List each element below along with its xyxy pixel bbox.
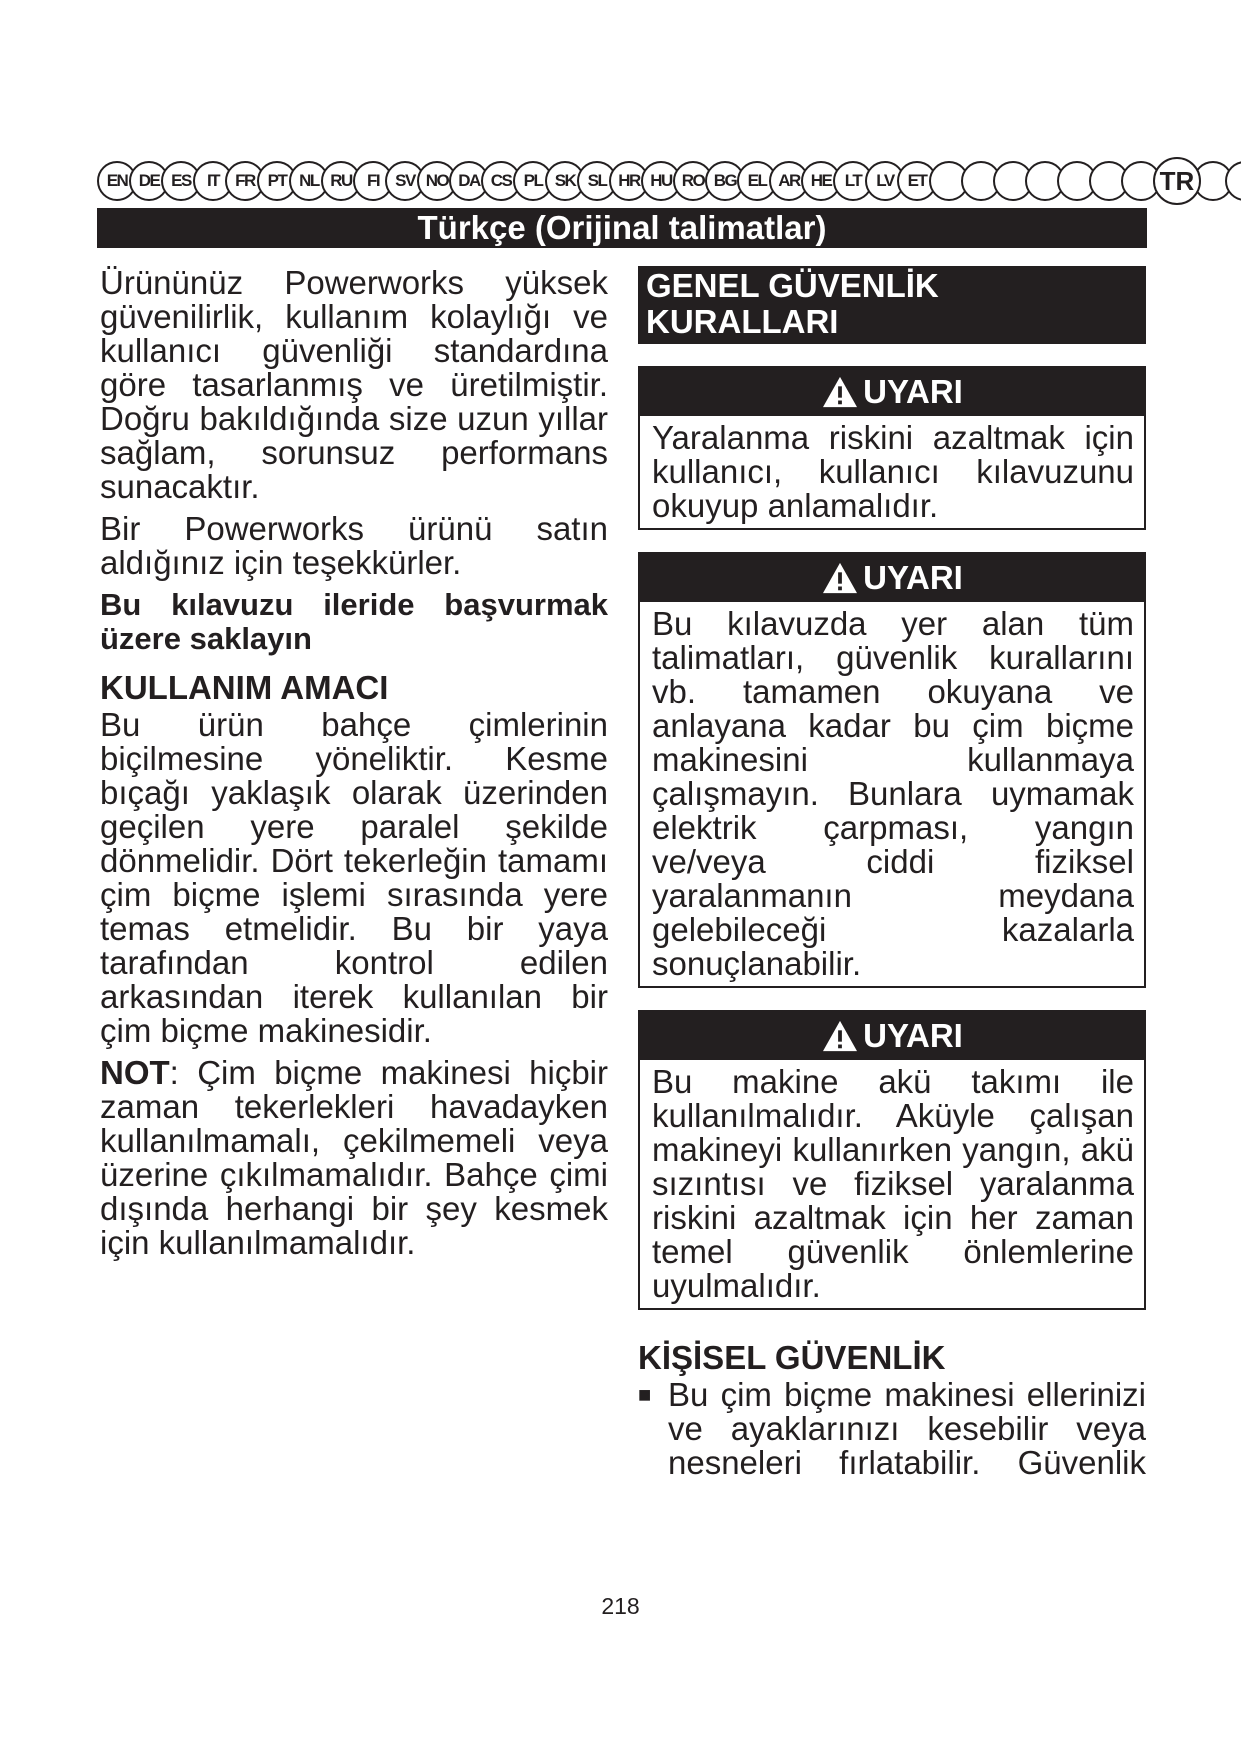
warning-triangle-icon xyxy=(821,561,859,595)
language-circle-ru: RU xyxy=(321,161,361,201)
note-label: NOT xyxy=(100,1054,170,1091)
document-title-bar xyxy=(97,208,1147,248)
warning-header xyxy=(640,368,1144,416)
language-circle-fi: FI xyxy=(353,161,393,201)
right-column xyxy=(638,266,1146,1480)
thanks-paragraph: Bir Powerworks ürünü satın aldığınız için teşekkürler. xyxy=(100,510,608,581)
language-circle-sv: SV xyxy=(385,161,425,201)
keep-manual-notice: Bu kılavuzu ileride başvurmak üzere saklayın xyxy=(100,587,608,656)
warning-text: Bu makine akü takımı ile kullanılmalıdır. Aküyle çalışan makineyi kullanırken yangın, akü sızıntısı ve fiziksel yaralanma riskini azaltmak için her zaman temel güvenlik önlemlerine uyulmalıdır. xyxy=(652,1063,1134,1304)
page-number: 218 xyxy=(601,1593,640,1619)
warning-box xyxy=(638,552,1146,988)
language-circle-nl: NL xyxy=(289,161,329,201)
warning-triangle-icon xyxy=(821,1019,859,1053)
language-circle-cs: CS xyxy=(481,161,521,201)
language-circle-it: IT xyxy=(193,161,233,201)
warning-label: UYARI xyxy=(863,1017,963,1054)
language-circle-hr: HR xyxy=(609,161,649,201)
warning-header xyxy=(640,1012,1144,1060)
note-paragraph xyxy=(100,1056,608,1260)
personal-safety-heading: KİŞİSEL GÜVENLİK xyxy=(638,1339,946,1376)
bullet-square-icon: ■ xyxy=(638,1382,652,1407)
warning-label: UYARI xyxy=(863,373,963,410)
language-circle-hu: HU xyxy=(641,161,681,201)
language-circle-lt: LT xyxy=(833,161,873,201)
language-circle-el: EL xyxy=(737,161,777,201)
note-text: : Çim biçme makinesi hiçbir zaman tekerlekleri havadayken kullanılmamalı, çekilmemeli veya üzerine çıkılmamalıdır. Bahçe çimi dışında herhangi bir şey kesmek için kullanılmamalıdır. xyxy=(100,1054,608,1261)
language-circle-he: HE xyxy=(801,161,841,201)
language-circle-lv: LV xyxy=(865,161,905,201)
warning-header xyxy=(640,554,1144,602)
language-circle-sk: SK xyxy=(545,161,585,201)
warning-text: Bu kılavuzda yer alan tüm talimatları, güvenlik kurallarını vb. tamamen okuyana ve anlayana kadar bu çim biçme makinesini kullanmaya çalışmayın. Bunlara uymamak elektrik çarpması, yangın ve/veya ciddi fiziksel yaralanmanın meydana gelebileceği kazalarla sonuçlanabilir. xyxy=(652,605,1134,982)
language-circle-no: NO xyxy=(417,161,457,201)
warning-triangle-icon xyxy=(821,375,859,409)
intended-use-heading: KULLANIM AMACI xyxy=(100,669,389,706)
bullet-text: Bu çim biçme makinesi ellerinizi ve ayaklarınızı kesebilir veya nesneleri fırlatabilir. Güvenlik xyxy=(668,1376,1146,1481)
warning-box xyxy=(638,366,1146,530)
list-item xyxy=(638,1378,1146,1480)
document-title: Türkçe (Orijinal talimatlar) xyxy=(417,209,827,246)
intended-use-paragraph: Bu ürün bahçe çimlerinin biçilmesine yöneliktir. Kesme bıçağı yaklaşık olarak üzerinden geçilen yere paralel şekilde dönmelidir. Dört tekerleğin tamamı çim biçme işlemi sırasında yere temas etmelidir. Bu bir yaya tarafından kontrol edilen arkasından iterek kullanılan bir çim biçme makinesidir. xyxy=(100,706,608,1049)
language-circle-pt: PT xyxy=(257,161,297,201)
general-safety-heading: GENEL GÜVENLİK KURALLARI xyxy=(638,266,1146,344)
language-circle-pl: PL xyxy=(513,161,553,201)
language-circle-sl: SL xyxy=(577,161,617,201)
language-circle-tr-active: TR xyxy=(1153,157,1201,205)
warning-text: Yaralanma riskini azaltmak için kullanıcı, kullanıcı kılavuzunu okuyup anlamalıdır. xyxy=(652,419,1134,524)
language-circle-ar: AR xyxy=(769,161,809,201)
warning-label: UYARI xyxy=(863,559,963,596)
language-circle-en: EN xyxy=(97,161,137,201)
language-circle-ro: RO xyxy=(673,161,713,201)
language-circle-et: ET xyxy=(897,161,937,201)
language-selector-strip xyxy=(97,158,1195,204)
language-circle-es: ES xyxy=(161,161,201,201)
language-circle-da: DA xyxy=(449,161,489,201)
language-circle-fr: FR xyxy=(225,161,265,201)
language-circle-de: DE xyxy=(129,161,169,201)
warning-box xyxy=(638,1010,1146,1310)
intro-paragraph: Ürününüz Powerworks yüksek güvenilirlik, kullanım kolaylığı ve kullanıcı güvenliği standardına göre tasarlanmış ve üretilmiştir. Doğru bakıldığında size uzun yıllar sağlam, sorunsuz performans sunacaktır. xyxy=(100,264,608,505)
left-column xyxy=(100,266,608,1268)
language-circle-bg: BG xyxy=(705,161,745,201)
